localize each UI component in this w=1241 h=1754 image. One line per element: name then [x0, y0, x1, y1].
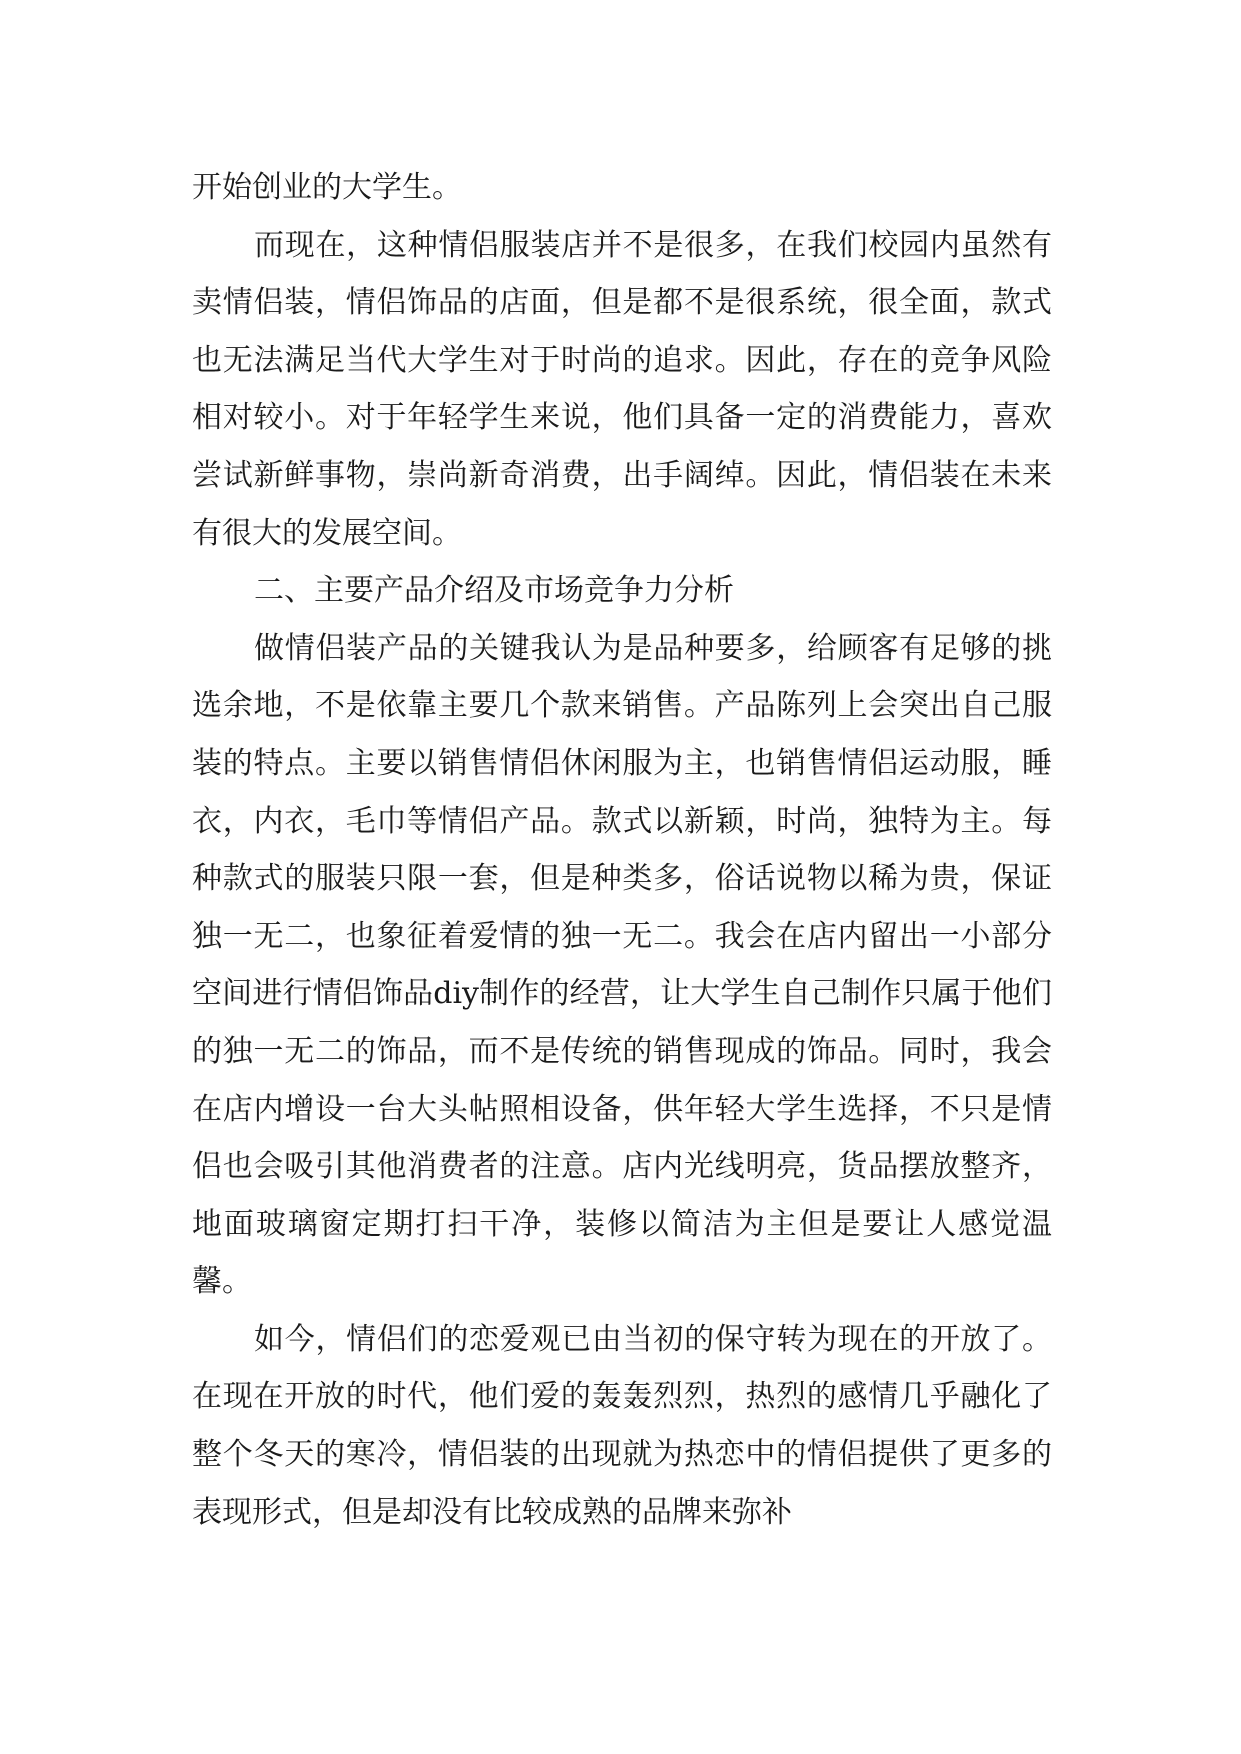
paragraph-love-views: 如今，情侣们的恋爱观已由当初的保守转为现在的开放了。在现在开放的时代，他们爱的轰轰烈烈，热烈的感情几乎融化了整个冬天的寒冷，情侣装的出现就为热恋中的情侣提供了更多的表现形式，但是却没有比较成熟的品牌来弥补	[192, 1321, 1052, 1530]
section-heading-products: 二、主要产品介绍及市场竞争力分析	[254, 573, 734, 609]
document-body	[192, 159, 1052, 1541]
paragraph-continuation: 开始创业的大学生。	[192, 170, 462, 205]
paragraph-product-intro: 做情侣装产品的关键我认为是品种要多，给顾客有足够的挑选余地，不是依靠主要几个款来销售。产品陈列上会突出自己服装的特点。主要以销售情侣休闲服为主，也销售情侣运动服，睡衣，内衣，毛巾等情侣产品。款式以新颖，时尚，独特为主。每种款式的服装只限一套，但是种类多，俗话说物以稀为贵，保证独一无二，也象征着爱情的独一无二。我会在店内留出一小部分空间进行情侣饰品diy制作的经营，让大学生自己制作只属于他们的独一无二的饰品，而不是传统的销售现成的饰品。同时，我会在店内增设一台大头帖照相设备，供年轻大学生选择，不只是情侣也会吸引其他消费者的注意。店内光线明亮，货品摆放整齐，地面玻璃窗定期打扫干净，装修以简洁为主但是要让人感觉温馨。	[192, 630, 1052, 1300]
paragraph-market-competition: 而现在，这种情侣服装店并不是很多，在我们校园内虽然有卖情侣装，情侣饰品的店面，但是都不是很系统，很全面，款式也无法满足当代大学生对于时尚的追求。因此，存在的竞争风险相对较小。对于年轻学生来说，他们具备一定的消费能力，喜欢尝试新鲜事物，崇尚新奇消费，出手阔绰。因此，情侣装在未来有很大的发展空间。	[192, 227, 1052, 551]
